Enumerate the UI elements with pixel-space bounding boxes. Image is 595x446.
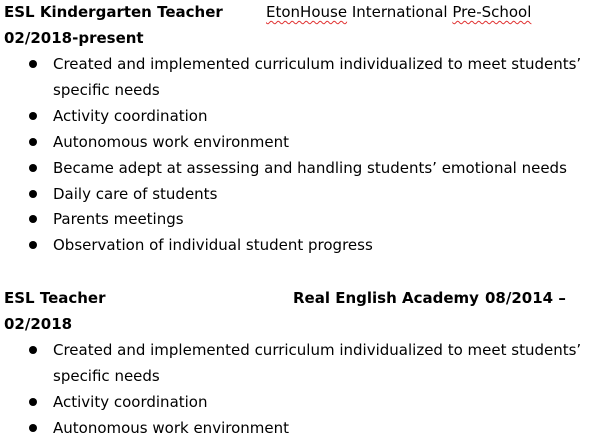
job-dates-end: 02/2018 [4, 315, 73, 333]
employer-name-part: International [347, 3, 453, 21]
employer-name [266, 2, 531, 22]
list-item: Activity coordination [53, 393, 208, 411]
list-item: Observation of individual student progress [53, 236, 373, 254]
bullet-icon [29, 60, 37, 68]
employer-name-part: EtonHouse [266, 3, 348, 21]
list-item: Autonomous work environment [53, 419, 289, 437]
bullet-icon [29, 346, 37, 354]
list-item: Activity coordination [53, 107, 208, 125]
bullet-icon [29, 424, 37, 432]
employer-name-part: Pre-School [452, 3, 532, 21]
job-title: ESL Kindergarten Teacher [4, 3, 223, 21]
list-item: Autonomous work environment [53, 133, 289, 151]
list-item: Created and implemented curriculum individualized to meet students’ [53, 55, 582, 73]
employer-name: Real English Academy [293, 289, 479, 307]
job-dates-start: 08/2014 – [485, 289, 566, 307]
list-item-continuation: specific needs [53, 367, 160, 385]
bullet-icon [29, 112, 37, 120]
job-title: ESL Teacher [4, 289, 106, 307]
bullet-icon [29, 241, 37, 249]
bullet-icon [29, 215, 37, 223]
list-item: Created and implemented curriculum individualized to meet students’ [53, 341, 582, 359]
list-item: Became adept at assessing and handling students’ emotional needs [53, 159, 567, 177]
list-item-continuation: specific needs [53, 81, 160, 99]
job-dates: 02/2018-present [4, 29, 144, 47]
bullet-icon [29, 190, 37, 198]
bullet-icon [29, 164, 37, 172]
list-item: Parents meetings [53, 210, 184, 228]
bullet-icon [29, 398, 37, 406]
bullet-icon [29, 138, 37, 146]
list-item: Daily care of students [53, 185, 218, 203]
